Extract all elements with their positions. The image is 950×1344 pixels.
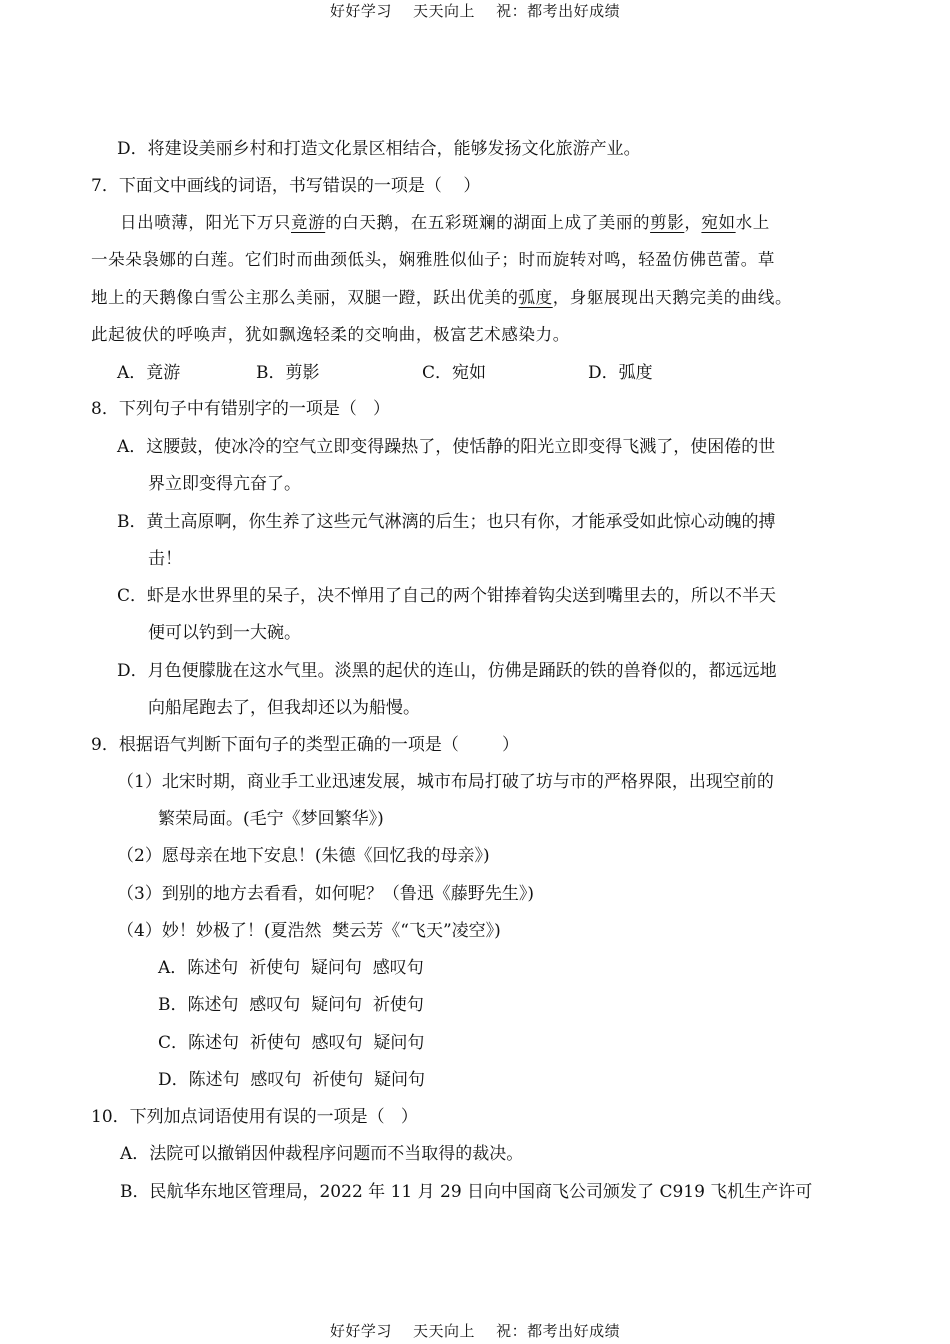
q9-sentence-3: （3）到别的地方去看看，如何呢？（鲁迅《藤野先生》) [117,884,534,904]
page-header: 好好学习 天天向上 祝：都考出好成绩 [329,2,621,20]
q8-option-a-line-2: 界立即变得亢奋了。 [148,474,301,494]
q7-passage-line-1 [120,212,770,234]
passage-text: 水上 [735,213,770,232]
q7-option-d: D．弧度 [588,363,653,383]
underlined-word-3: 宛如 [701,213,736,232]
q10-option-b: B．民航华东地区管理局，2022 年 11 月 29 日向中国商飞公司颁发了 C919 飞机生产许可 [120,1182,813,1202]
q9-option-c: C．陈述句 祈使句 感叹句 疑问句 [158,1033,425,1053]
q9-stem: 9．根据语气判断下面句子的类型正确的一项是（ ） [91,735,520,755]
q8-option-b-line-1: B．黄土高原啊，你生养了这些元气淋漓的后生；也只有你，才能承受如此惊心动魄的搏 [117,512,776,532]
q9-option-b: B．陈述句 感叹句 疑问句 祈使句 [158,995,424,1015]
passage-text: ，身躯展现出天鹅完美的曲线。 [552,288,793,307]
q7-option-a: A．竟游 [117,363,181,383]
underlined-word-1: 竟游 [291,213,326,232]
passage-text: 日出喷薄，阳光下万只 [120,213,291,232]
q7-passage-line-4: 此起彼伏的呼唤声，犹如飘逸轻柔的交响曲，极富艺术感染力。 [91,325,570,344]
q8-option-b-line-2: 击！ [148,549,182,569]
q7-option-c: C．宛如 [422,363,487,383]
q10-stem: 10．下列加点词语使用有误的一项是（ ） [91,1107,418,1127]
passage-text: ， [684,213,702,232]
q6-option-d: D．将建设美丽乡村和打造文化景区相结合，能够发扬文化旅游产业。 [117,139,641,159]
q9-sentence-1-line-2: 繁荣局面。(毛宁《梦回繁华》) [158,809,384,829]
q9-sentence-1-line-1: （1）北宋时期，商业手工业迅速发展，城市布局打破了坊与市的严格界限，出现空前的 [117,772,774,792]
underlined-word-4: 弧度 [518,288,553,307]
passage-text: 地上的天鹅像白雪公主那么美丽，双腿一蹬，跃出优美的 [91,288,519,307]
q7-stem: 7．下面文中画线的词语，书写错误的一项是（ ） [91,176,481,196]
q9-option-a: A．陈述句 祈使句 疑问句 感叹句 [158,958,424,978]
q7-passage-line-3 [91,287,792,309]
q8-option-c-line-1: C．虾是水世界里的呆子，决不惮用了自己的两个钳捧着钩尖送到嘴里去的，所以不半天 [117,586,777,606]
q8-option-a-line-1: A．这腰鼓，使冰冷的空气立即变得躁热了，使恬静的阳光立即变得飞溅了，使困倦的世 [117,437,776,457]
q10-option-a: A．法院可以撤销因仲裁程序问题而不当取得的裁决。 [120,1144,524,1164]
q7-passage-line-2: 一朵朵袅娜的白莲。它们时而曲颈低头，娴雅胜似仙子；时而旋转对鸣，轻盈仿佛芭蕾。草 [91,250,775,269]
q9-option-d: D．陈述句 感叹句 祈使句 疑问句 [158,1070,426,1090]
q8-option-c-line-2: 便可以钓到一大碗。 [148,623,301,643]
q9-sentence-2: （2）愿母亲在地下安息！(朱德《回忆我的母亲》) [117,846,490,866]
page-footer: 好好学习 天天向上 祝：都考出好成绩 [329,1322,621,1340]
underlined-word-2: 剪影 [650,213,685,232]
q8-stem: 8．下列句子中有错别字的一项是（ ） [91,399,391,419]
q7-option-b: B．剪影 [256,363,320,383]
passage-text: 的白天鹅，在五彩斑斓的湖面上成了美丽的 [325,213,651,232]
q9-sentence-4: （4）妙！妙极了！(夏浩然 樊云芳《“飞天”凌空》) [117,921,501,941]
q8-option-d-line-2: 向船尾跑去了，但我却还以为船慢。 [148,698,420,718]
q8-option-d-line-1: D．月色便朦胧在这水气里。淡黑的起伏的连山，仿佛是踊跃的铁的兽脊似的，都远远地 [117,661,777,681]
